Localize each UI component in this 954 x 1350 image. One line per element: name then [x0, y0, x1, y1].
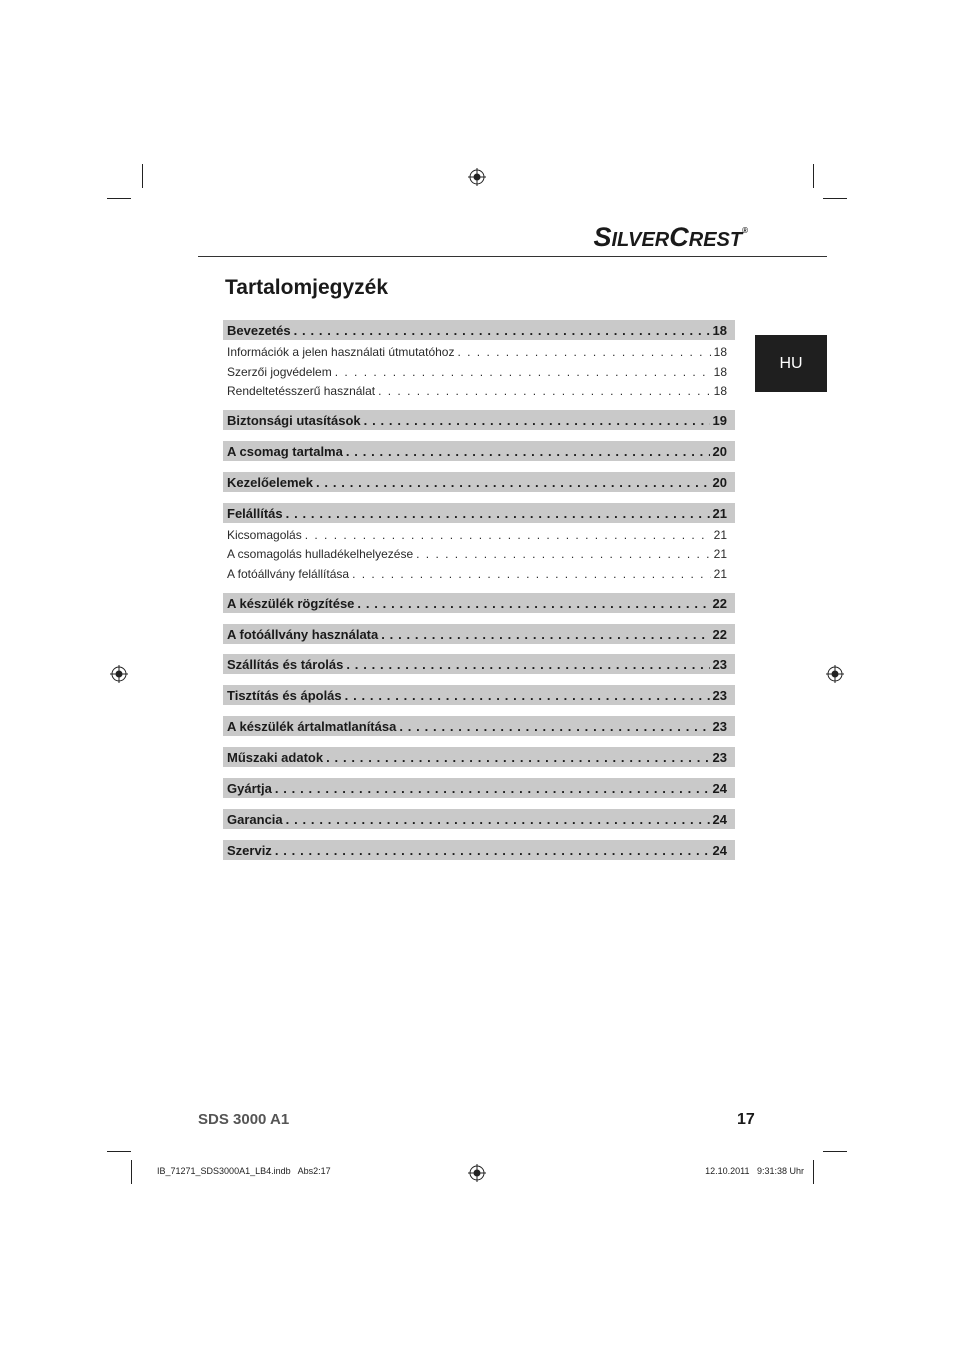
toc-entry-main[interactable]	[223, 778, 735, 798]
toc-entry-main[interactable]	[223, 320, 735, 340]
toc-page-number: 20	[712, 474, 727, 490]
toc-entry-main[interactable]	[223, 441, 735, 461]
toc-entry-sub[interactable]	[223, 343, 735, 361]
toc-entry-sub[interactable]	[223, 565, 735, 583]
toc-entry-label: A fotóállvány használata	[227, 626, 379, 642]
toc-entry-label: Műszaki adatok	[227, 749, 324, 765]
toc-page-number: 23	[712, 656, 727, 672]
brand-letter: C	[669, 222, 689, 252]
leader-dots	[286, 812, 710, 827]
leader-dots	[352, 567, 711, 581]
toc-entry-sub[interactable]	[223, 545, 735, 563]
registration-mark-icon	[468, 1164, 486, 1182]
toc-page-number: 18	[713, 365, 727, 379]
toc-page-number: 21	[713, 528, 727, 542]
brand-letters: ILVER	[611, 229, 670, 251]
toc-page-number: 19	[712, 412, 727, 428]
leader-dots	[346, 657, 709, 672]
toc-entry-main[interactable]	[223, 654, 735, 674]
toc-entry-label: Kicsomagolás	[227, 528, 302, 542]
crop-mark	[131, 1160, 132, 1184]
toc-entry-label: Felállítás	[227, 505, 283, 521]
toc-entry-main[interactable]	[223, 503, 735, 523]
toc-entry-label: Szerzői jogvédelem	[227, 365, 332, 379]
toc-page-number: 18	[713, 345, 727, 359]
brand-letters: REST	[688, 229, 743, 251]
registration-mark-icon	[468, 168, 486, 186]
toc-entry-main[interactable]	[223, 685, 735, 705]
toc-entry-sub[interactable]	[223, 526, 735, 544]
toc-entry-label: Szerviz	[227, 842, 272, 858]
crop-mark	[142, 164, 143, 188]
toc-page-number: 18	[713, 384, 727, 398]
toc-entry-label: A fotóállvány felállítása	[227, 567, 350, 581]
toc-page-number: 24	[712, 811, 727, 827]
toc-entry-main[interactable]	[223, 472, 735, 492]
crop-mark	[107, 1151, 131, 1152]
print-slug-timestamp: 12.10.2011 9:31:38 Uhr	[705, 1166, 804, 1176]
toc-entry-label: Garancia	[227, 811, 283, 827]
toc-entry-sub[interactable]	[223, 382, 735, 400]
toc-page-number: 21	[713, 547, 727, 561]
leader-dots	[345, 688, 710, 703]
registered-mark: ®	[742, 226, 748, 235]
crop-mark	[823, 198, 847, 199]
toc-page-number: 20	[712, 443, 727, 459]
leader-dots	[346, 444, 710, 459]
toc-entry-label: A csomagolás hulladékelhelyezése	[227, 547, 414, 561]
crop-mark	[813, 1160, 814, 1184]
print-slug-file: IB_71271_SDS3000A1_LB4.indb Abs2:17	[157, 1166, 331, 1176]
page-title: Tartalomjegyzék	[225, 276, 389, 299]
toc-entry-main[interactable]	[223, 716, 735, 736]
toc-entry-main[interactable]	[223, 624, 735, 644]
language-tab: HU	[755, 335, 827, 392]
toc-entry-label: Biztonsági utasítások	[227, 412, 361, 428]
leader-dots	[399, 719, 709, 734]
leader-dots	[316, 475, 710, 490]
registration-mark-icon	[110, 665, 128, 683]
toc-page-number: 18	[712, 322, 727, 338]
toc-page-number: 22	[712, 626, 727, 642]
brand-letter: S	[593, 222, 612, 252]
toc-page-number: 24	[712, 780, 727, 796]
toc-entry-label: Szállítás és tárolás	[227, 656, 344, 672]
toc-entry-label: A készülék rögzítése	[227, 595, 355, 611]
footer-model: SDS 3000 A1	[198, 1111, 290, 1128]
toc-page-number: 23	[712, 687, 727, 703]
leader-dots	[364, 413, 710, 428]
leader-dots	[275, 781, 710, 796]
toc-entry-label: Kezelőelemek	[227, 474, 313, 490]
toc-page-number: 22	[712, 595, 727, 611]
brand-logo	[593, 222, 748, 253]
toc-entry-label: Rendeltetésszerű használat	[227, 384, 376, 398]
crop-mark	[823, 1151, 847, 1152]
leader-dots	[357, 596, 709, 611]
toc-entry-main[interactable]	[223, 410, 735, 430]
leader-dots	[335, 365, 711, 379]
leader-dots	[457, 345, 710, 359]
toc-entry-label: Bevezetés	[227, 322, 291, 338]
leader-dots	[286, 506, 710, 521]
leader-dots	[326, 750, 709, 765]
toc-entry-main[interactable]	[223, 593, 735, 613]
toc-page-number: 21	[713, 567, 727, 581]
toc-entry-label: Információk a jelen használati útmutatóhoz	[227, 345, 455, 359]
leader-dots	[378, 384, 711, 398]
footer-page-number: 17	[737, 1111, 755, 1128]
toc-entry-main[interactable]	[223, 809, 735, 829]
toc-entry-main[interactable]	[223, 747, 735, 767]
toc-page-number: 23	[712, 718, 727, 734]
toc-page-number: 21	[712, 505, 727, 521]
toc-entry-main[interactable]	[223, 840, 735, 860]
toc-entry-sub[interactable]	[223, 363, 735, 381]
registration-mark-icon	[826, 665, 844, 683]
crop-mark	[107, 198, 131, 199]
leader-dots	[416, 547, 711, 561]
toc-entry-label: A készülék ártalmatlanítása	[227, 718, 397, 734]
leader-dots	[305, 528, 711, 542]
header-rule	[198, 256, 827, 257]
toc-page-number: 24	[712, 842, 727, 858]
toc-entry-label: Gyártja	[227, 780, 272, 796]
toc-entry-label: A csomag tartalma	[227, 443, 343, 459]
toc-page-number: 23	[712, 749, 727, 765]
crop-mark	[813, 164, 814, 188]
leader-dots	[275, 843, 710, 858]
leader-dots	[381, 627, 709, 642]
leader-dots	[294, 323, 710, 338]
toc-entry-label: Tisztítás és ápolás	[227, 687, 342, 703]
